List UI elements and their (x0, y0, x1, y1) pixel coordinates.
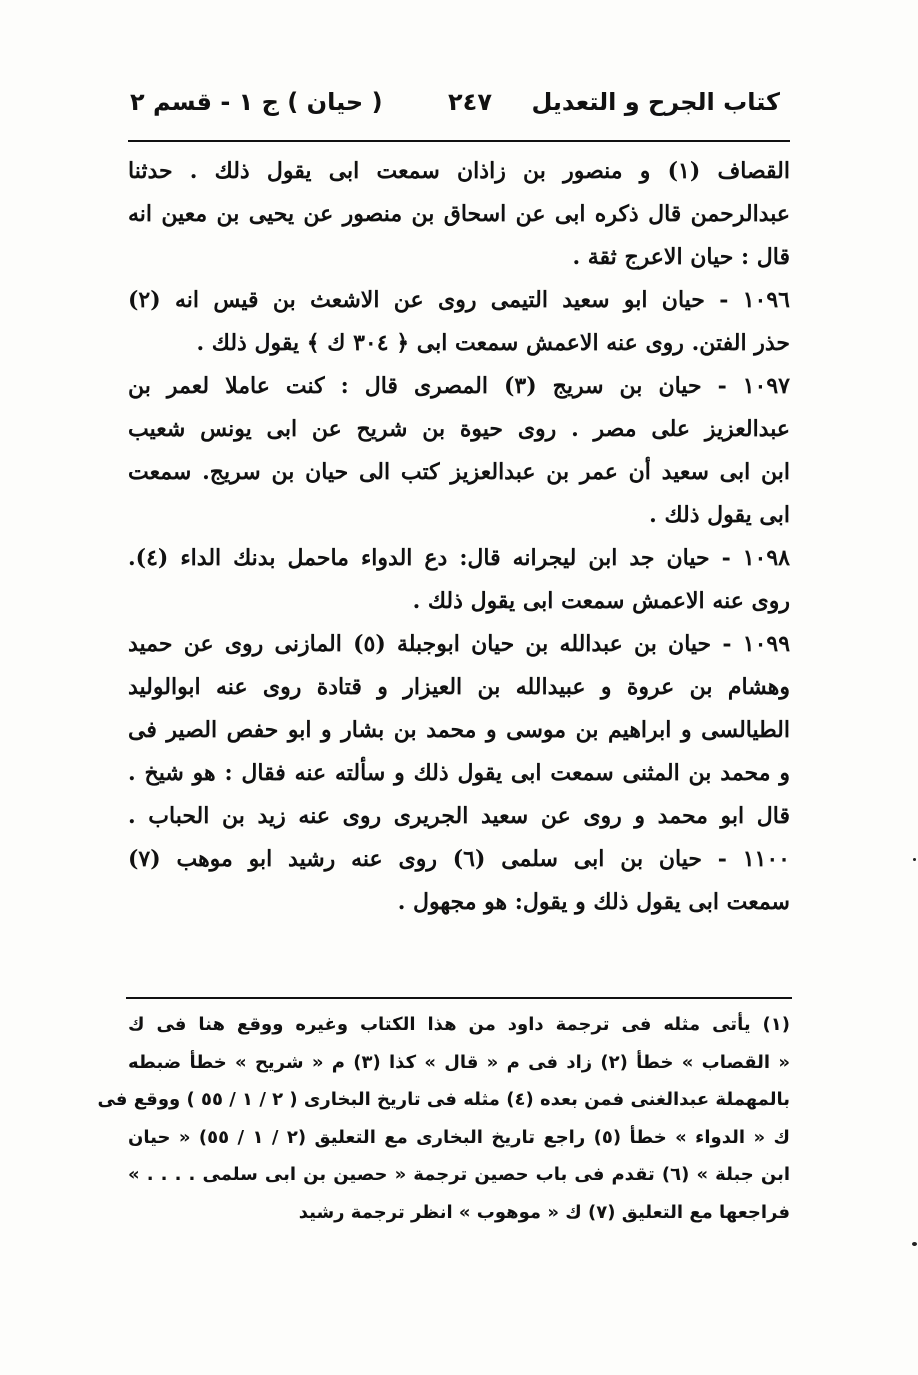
header-rule (128, 140, 790, 142)
book-title: كتاب الجرح و التعديل (531, 88, 780, 116)
scan-speck (912, 1242, 917, 1246)
text-line: عبدالعزيز على مصر . روى حيوة بن شريح عن ابى يونس شعيب (128, 416, 790, 442)
main-text (128, 150, 790, 924)
entry-1099-line: ١٠٩٩ - حيان بن عبدالله بن حيان ابوجبلة (٥) المازنى روى عن حميد (128, 631, 791, 657)
text-line: حذر الفتن. روى عنه الاعمش سمعت ابى ﴿ ٣٠٤ ك ﴾ يقول ذلك . (196, 330, 790, 356)
footnote-rule (126, 997, 792, 999)
footnotes (97, 1006, 790, 1231)
text-line: القصاف (١) و منصور بن زاذان سمعت ابى يقول ذلك . حدثنا (128, 158, 790, 184)
footnote-line: (١) يأتى مثله فى ترجمة داود من هذا الكتاب وغيره ووقع هنا فى ك (128, 1014, 790, 1035)
text-line: ابن ابى سعيد أن عمر بن عبدالعزيز كتب الى حيان بن سريج. سمعت (128, 459, 790, 485)
text-line: قال : حيان الاعرج ثقة . (572, 244, 790, 270)
running-header (130, 88, 780, 128)
page-number: ٢٤٧ (448, 88, 492, 116)
footnote-line: بالمهملة عبدالغنى فمن بعده (٤) مثله فى تاريخ البخارى ( ٢ / ١ / ٥٥ ) ووقع فى (97, 1089, 790, 1110)
text-line: روى عنه الاعمش سمعت ابى يقول ذلك . (412, 588, 790, 614)
footnote-line: ك « الدواء » خطأ (٥) راجع تاريخ البخارى مع التعليق (٢ / ١ / ٥٥) « حيان (128, 1126, 790, 1148)
entry-1096-line: ١٠٩٦ - حيان ابو سعيد التيمى روى عن الاشعث بن قيس انه (٢) (128, 287, 790, 313)
scan-speck (913, 858, 916, 861)
entry-1100-line: ١١٠٠ - حيان بن ابى سلمى (٦) روى عنه رشيد ابو موهب (٧) (128, 846, 790, 872)
section-label: ( حيان ) ج ١ - قسم ٢ (130, 88, 383, 116)
text-line: سمعت ابى يقول ذلك و يقول: هو مجهول . (397, 889, 790, 915)
footnote-line: فراجعها مع التعليق (٧) ك « موهوب » انظر ترجمة رشيد (298, 1201, 790, 1223)
text-line: الطيالسى و ابراهيم بن موسى و محمد بن بشار و ابو حفص الصير فى (128, 717, 790, 743)
text-line: ابى يقول ذلك . (649, 502, 790, 528)
text-line: عبدالرحمن قال ذكره ابى عن اسحاق بن منصور عن يحيى بن معين انه (128, 201, 790, 227)
footnote-line: « القصاب » خطأ (٢) زاد فى م « قال » كذا (٣) م « شريح » خطأ ضبطه (128, 1051, 790, 1073)
text-line: وهشام بن عروة و عبيدالله بن العيزار و قتادة روى عنه ابوالوليد (128, 674, 791, 700)
entry-1097-line: ١٠٩٧ - حيان بن سريج (٣) المصرى قال : كنت عاملا لعمر بن (128, 373, 790, 399)
text-line: و محمد بن المثنى سمعت ابى يقول ذلك و سألته عنه فقال : هو شيخ . (128, 760, 790, 786)
entry-1098-line: ١٠٩٨ - حيان جد ابن ليجرانه قال: دع الدواء ماحمل بدنك الداء (٤). (128, 545, 790, 571)
text-line: قال ابو محمد و روى عن سعيد الجريرى روى عنه زيد بن الحباب . (128, 803, 790, 829)
footnote-line: ابن جبلة » (٦) تقدم فى باب حصين ترجمة « حصين بن ابى سلمى . . . . » (128, 1164, 790, 1185)
